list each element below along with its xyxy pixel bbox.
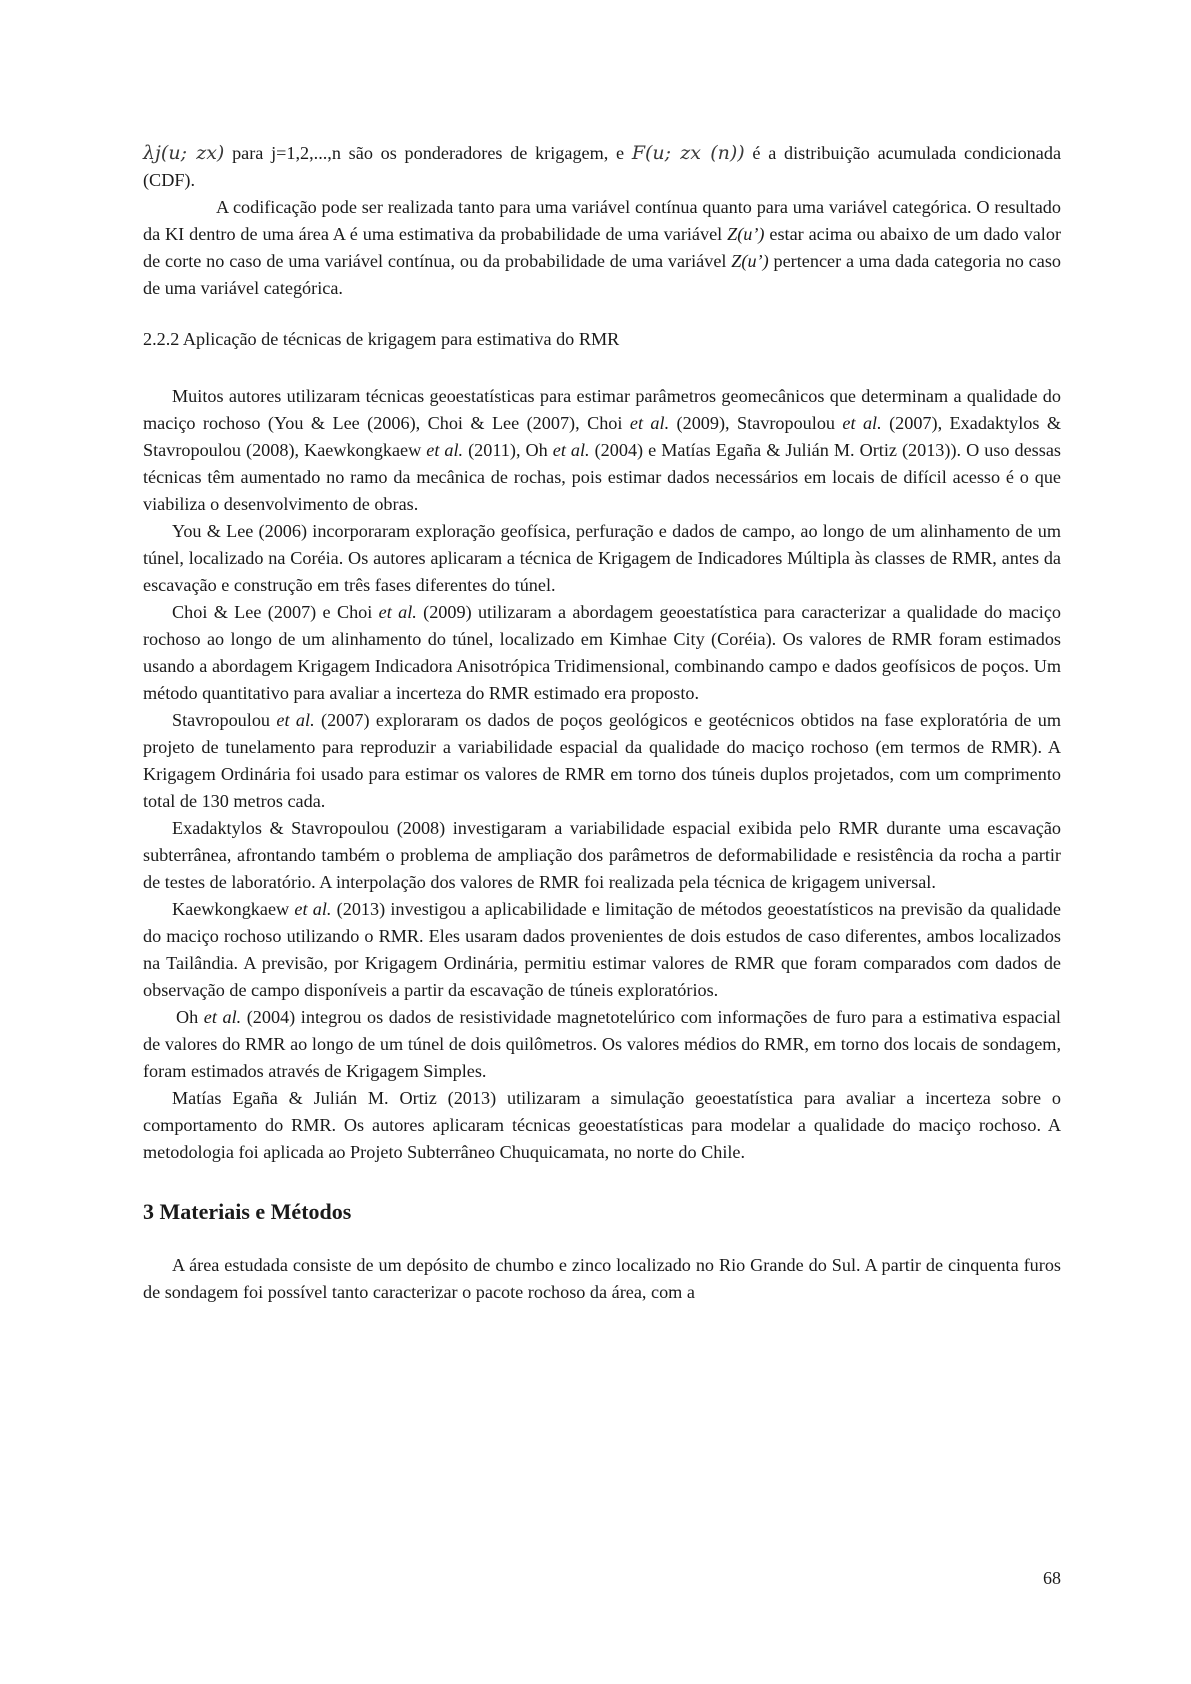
text-segment: pertencer a uma dada categoria no caso de uma variável categórica. (143, 251, 1061, 298)
text-segment: estar acima ou abaixo de um dado valor de corte no caso de uma variável contínua, ou da probabilidade de uma variável (143, 224, 1062, 271)
paragraph-kaewkongkaew (143, 896, 1061, 1004)
paragraph-oh (143, 1004, 1061, 1085)
et-al: et al. (552, 440, 590, 460)
subsection-heading: 2.2.2 Aplicação de técnicas de krigagem para estimativa do RMR (143, 329, 620, 349)
text-weights: para j=1,2,...,n são os ponderadores de krigagem, e (232, 143, 625, 163)
variable-z: Z(u’) (727, 224, 765, 244)
paragraph-cdf (143, 140, 1061, 194)
paragraph-codificacao (143, 194, 1061, 302)
text-segment: Stavropoulou (172, 710, 277, 730)
text-segment: (2009), Stavropoulou (669, 413, 843, 433)
text-cdf: é a distribuição acumulada condicionada (CDF). (143, 143, 1062, 190)
math-lambda-weights: λj(u; zx) (143, 142, 225, 164)
text-segment: Muitos autores utilizaram técnicas geoestatísticas para estimar parâmetros geomecânicos que determinam a qualidade do maciço rochoso (You & Lee (2006), Choi & Lee (2007), Choi (143, 386, 1061, 433)
paragraph-area-estudada: A área estudada consiste de um depósito de chumbo e zinco localizado no Rio Grande do Sul. A partir de cinquenta furos de sondagem foi possível tanto caracterizar o pacote rochoso da área, com a (143, 1255, 1061, 1302)
et-al: et al. (629, 413, 670, 433)
text-segment: (2011), Oh (463, 440, 553, 460)
section-title: 3 Materiais e Métodos (143, 1199, 352, 1224)
page-number: 68 (1043, 1568, 1061, 1588)
et-al: et al. (294, 899, 332, 919)
paragraph-stavropoulou (143, 707, 1061, 815)
et-al: et al. (203, 1007, 242, 1027)
text-segment: A codificação pode ser realizada tanto para uma variável contínua quanto para uma variável categórica. O resultado da KI dentro de uma área A é uma estimativa da probabilidade de uma variável (143, 197, 1061, 244)
paragraph-choi-lee (143, 599, 1061, 707)
paragraph-matias-egana: Matías Egaña & Julián M. Ortiz (2013) utilizaram a simulação geoestatística para avaliar a incerteza sobre o comportamento do RMR. Os autores aplicaram técnicas geoestatísticas para modelar a qualidade do maciço rochoso. A metodologia foi aplicada ao Projeto Subterrâneo Chuquicamata, no norte do Chile. (143, 1088, 1061, 1162)
text-segment: (2009) utilizaram a abordagem geoestatística para caracterizar a qualidade do maciço rochoso ao longo de um alinhamento do túnel, localizado em Kimhae City (Coréia). Os valores de RMR foram estimados usando a abordagem Krigagem Indicadora Anisotrópica Tridimensional, combinando campo e dados geofísicos de poços. Um método quantitativo para avaliar a incerteza do RMR estimado era proposto. (143, 602, 1061, 703)
math-cdf: F(u; zx (n)) (631, 142, 745, 164)
text-segment: (2007), Exadaktylos & Stavropoulou (2008), Kaewkongkaew (143, 413, 1062, 460)
et-al: et al. (426, 440, 464, 460)
variable-z: Z(u’) (731, 251, 769, 271)
text-segment: Oh (176, 1007, 204, 1027)
et-al: et al. (378, 602, 417, 622)
paragraph-you-lee: You & Lee (2006) incorporaram exploração geofísica, perfuração e dados de campo, ao longo de um alinhamento de um túnel, localizado na Coréia. Os autores aplicaram a técnica de Krigagem de Indicadores Múltipla às classes de RMR, antes da escavação e construção em três fases diferentes do túnel. (143, 521, 1061, 595)
text-segment: Choi & Lee (2007) e Choi (172, 602, 379, 622)
text-segment: (2013) investigou a aplicabilidade e limitação de métodos geoestatísticos na previsão da qualidade do maciço rochoso utilizando o RMR. Eles usaram dados provenientes de dois estudos de caso diferentes, ambos localizados na Tailândia. A previsão, por Krigagem Ordinária, permitiu estimar valores de RMR que foram comparados com dados de observação de campo disponíveis a partir da escavação de túneis exploratórios. (143, 899, 1061, 1000)
et-al: et al. (842, 413, 882, 433)
text-segment: (2004) integrou os dados de resistividade magnetotelúrico com informações de furo para a estimativa espacial de valores do RMR ao longo de um túnel de dois quilômetros. Os valores médios do RMR, em torno dos locais de sondagem, foram estimados através de Krigagem Simples. (143, 1007, 1061, 1081)
paragraph-exadaktylos: Exadaktylos & Stavropoulou (2008) investigaram a variabilidade espacial exibida pelo RMR durante uma escavação subterrânea, afrontando também o problema de ampliação dos parâmetros de deformabilidade e resistência da rocha a partir de testes de laboratório. A interpolação dos valores de RMR foi realizada pela técnica de krigagem universal. (143, 818, 1061, 892)
text-segment: (2007) exploraram os dados de poços geológicos e geotécnicos obtidos na fase exploratória de um projeto de tunelamento para reproduzir a variabilidade espacial da qualidade do maciço rochoso (em termos de RMR). A Krigagem Ordinária foi usado para estimar os valores de RMR em torno dos túneis duplos projetados, com um comprimento total de 130 metros cada. (143, 710, 1061, 811)
text-segment: (2004) e Matías Egaña & Julián M. Ortiz (2013)). O uso dessas técnicas têm aumentado no ramo da mecânica de rochas, pois estimar dados necessários em locais de difícil acesso é o que viabiliza o desenvolvimento de obras. (143, 440, 1061, 514)
text-segment: Kaewkongkaew (172, 899, 295, 919)
paragraph-muitos-autores (143, 383, 1061, 518)
et-al: et al. (276, 710, 315, 730)
